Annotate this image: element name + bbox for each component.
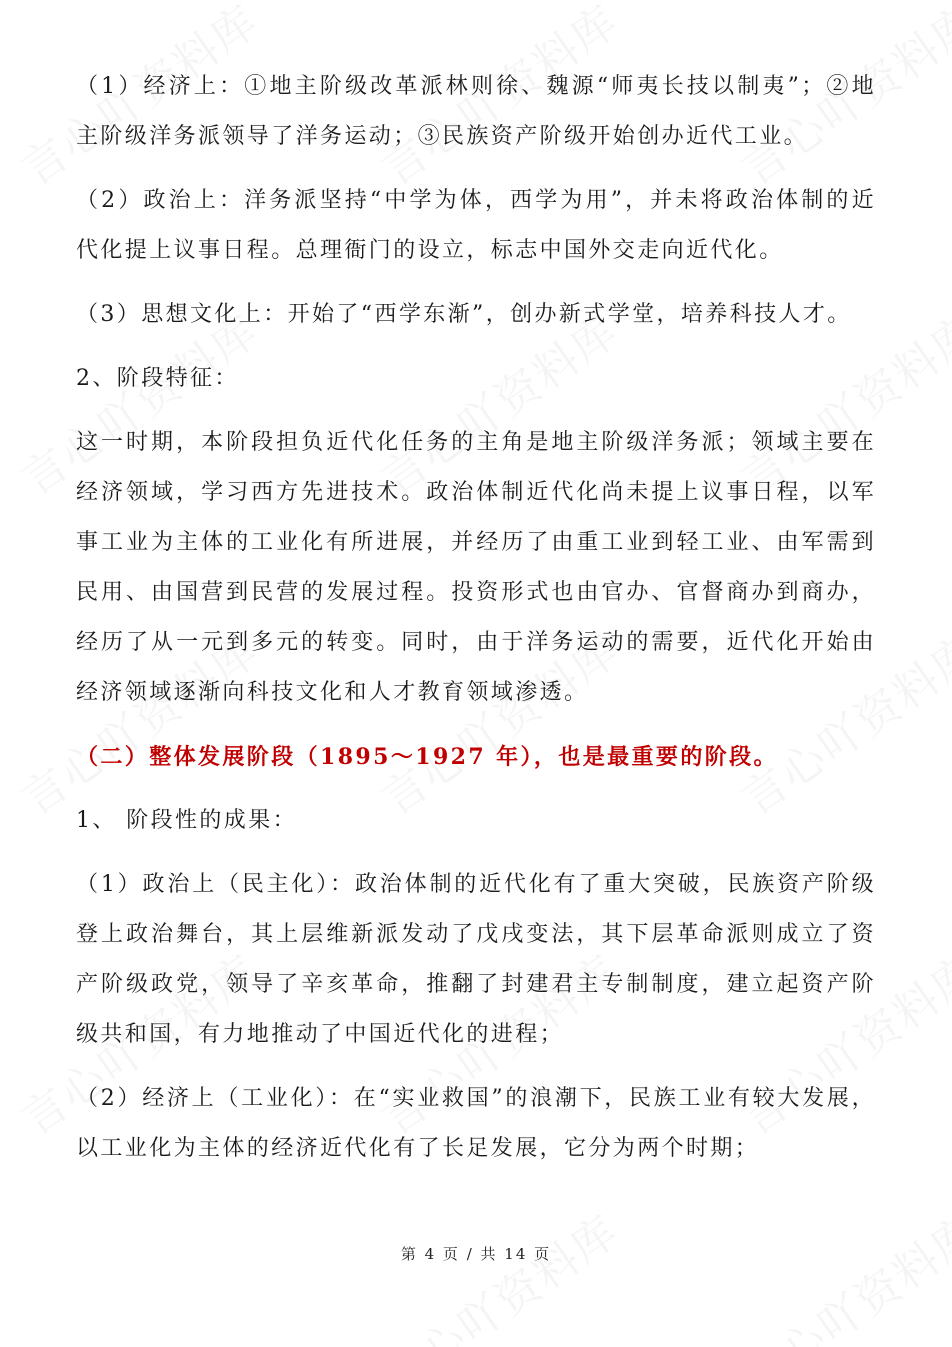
section-heading-overall-development: （二）整体发展阶段（1895～1927 年），也是最重要的阶段。 bbox=[76, 744, 778, 770]
paragraph-stage-features: 这一时期，本阶段担负近代化任务的主角是地主阶级洋务派；领域主要在经济领域，学习西方先进技术。政治体制近代化尚未提上议事日程，以军事工业为主体的工业化有所进展，并经历了由重工业到轻工业、由军需到民用、由国营到民营的发展过程。投资形式也由官办、官督商办到商办，经历了从一元到多元的转变。同时，由于洋务运动的需要，近代化开始由经济领域逐渐向科技文化和人才教育领域渗透。 bbox=[76, 430, 876, 705]
watermark bbox=[727, 1197, 952, 1347]
watermark bbox=[367, 1197, 630, 1347]
paragraph-economy: （1）经济上：①地主阶级改革派林则徐、魏源“师夷长技以制夷”；②地主阶级洋务派领导了洋务运动；③民族资产阶级开始创办近代工业。 bbox=[76, 74, 876, 149]
section-heading-achievements: 1、 阶段性的成果： bbox=[76, 808, 297, 833]
paragraph-politics-democratization: （1）政治上（民主化）：政治体制的近代化有了重大突破，民族资产阶级登上政治舞台，其上层维新派发动了戊戌变法，其下层革命派则成立了资产阶级政党，领导了辛亥革命，推翻了封建君主专制制度，建立起资产阶级共和国，有力地推动了中国近代化的进程； bbox=[76, 872, 876, 1047]
document-body bbox=[76, 62, 876, 1174]
paragraph-economy-industrialization: （2）经济上（工业化）：在“实业救国”的浪潮下，民族工业有较大发展，以工业化为主体的经济近代化有了长足发展，它分为两个时期； bbox=[76, 1086, 876, 1161]
paragraph-culture: （3）思想文化上：开始了“西学东渐”，创办新式学堂，培养科技人才。 bbox=[76, 302, 852, 327]
paragraph-politics: （2）政治上：洋务派坚持“中学为体，西学为用”，并未将政治体制的近代化提上议事日程。总理衙门的设立，标志中国外交走向近代化。 bbox=[76, 188, 876, 263]
page-footer: 第 4 页 / 共 14 页 bbox=[400, 1245, 552, 1263]
section-heading-stage-features: 2、阶段特征： bbox=[76, 366, 239, 391]
